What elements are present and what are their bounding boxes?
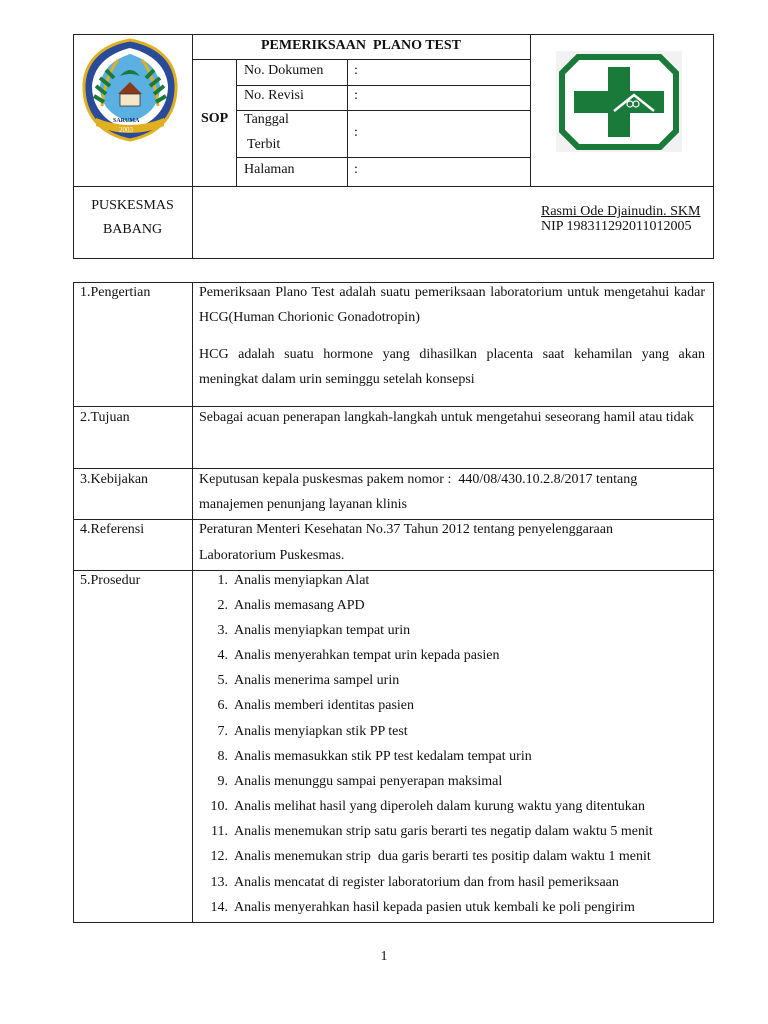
section-label-pengertian: 1.Pengertian [80, 285, 151, 300]
kebijakan-line-1: Keputusan kepala puskesmas pakem nomor : 440/08/430.10.2.8/2017 tentang [199, 472, 638, 487]
field-sep-no-revisi: : [354, 88, 358, 103]
section-label-referensi: 4.Referensi [80, 522, 145, 537]
field-sep-halaman: : [354, 162, 358, 177]
procedure-step-number: 1. [217, 573, 228, 588]
puskesmas-logo [556, 51, 682, 152]
procedure-step-number: 3. [217, 623, 228, 638]
procedure-step-number: 7. [217, 724, 228, 739]
pengertian-paragraph-2: HCG adalah suatu hormone yang dihasilkan placenta saat kehamilan yang akan meningkat dalam urin seminggu setelah konsepsi [199, 347, 705, 387]
kebijakan-line-2: manajemen penunjang layanan klinis [199, 497, 407, 512]
procedure-step-text: Analis menyiapkan tempat urin [234, 623, 411, 638]
sop-label: SOP [201, 111, 229, 126]
procedure-step [205, 648, 500, 664]
procedure-step-text: Analis menemukan strip dua garis berarti tes positip dalam waktu 1 menit [234, 849, 651, 864]
procedure-step [205, 724, 408, 740]
pengertian-paragraph-1: Pemeriksaan Plano Test adalah suatu pemeriksaan laboratorium untuk mengetahui kadar HCG(Human Chorionic Gonadotropin) [199, 285, 705, 325]
procedure-step-text: Analis menerima sampel urin [234, 673, 400, 688]
procedure-step-text: Analis memasukkan stik PP test kedalam tempat urin [234, 749, 532, 764]
procedure-step [205, 774, 502, 790]
procedure-step [205, 824, 653, 840]
procedure-step-number: 9. [217, 774, 228, 789]
procedure-step [205, 799, 645, 815]
procedure-step [205, 598, 365, 614]
procedure-step [205, 900, 635, 916]
procedure-step [205, 698, 414, 714]
procedure-step-number: 5. [217, 673, 228, 688]
field-label-no-revisi: No. Revisi [244, 88, 304, 103]
tujuan-text: Sebagai acuan penerapan langkah-langkah untuk mengetahui seseorang hamil atau tidak [199, 410, 694, 425]
signer-name: Rasmi Ode Djainudin. SKM [541, 204, 701, 219]
sop-title: PEMERIKSAAN PLANO TEST [260, 38, 462, 53]
logo-banner-text: SARUMA [113, 118, 140, 124]
procedure-step [205, 573, 369, 589]
procedure-step-number: 10. [210, 799, 228, 814]
field-label-no-dokumen: No. Dokumen [244, 63, 324, 78]
signer-nip: NIP 198311292011012005 [541, 219, 692, 234]
procedure-step-text: Analis menyerahkan hasil kepada pasien utuk kembali ke poli pengirim [234, 900, 635, 915]
procedure-step-number: 8. [217, 749, 228, 764]
section-label-prosedur: 5.Prosedur [80, 573, 141, 588]
procedure-step-number: 6. [217, 698, 228, 713]
procedure-step-text: Analis menyiapkan Alat [234, 573, 370, 588]
section-label-tujuan: 2.Tujuan [80, 410, 130, 425]
procedure-step-text: Analis menunggu sampai penyerapan maksimal [234, 774, 503, 789]
procedure-step-text: Analis mencatat di register laboratorium dan from hasil pemeriksaan [234, 875, 619, 890]
section-label-kebijakan: 3.Kebijakan [80, 472, 149, 487]
procedure-step-number: 14. [210, 900, 228, 915]
logo-year: 2003 [119, 126, 133, 134]
procedure-step-number: 2. [217, 598, 228, 613]
procedure-step-number: 12. [210, 849, 228, 864]
org-name-line1: PUSKESMAS [91, 198, 174, 213]
procedure-step-number: 13. [210, 875, 228, 890]
referensi-line-1: Peraturan Menteri Kesehatan No.37 Tahun 2012 tentang penyelenggaraan [199, 522, 613, 537]
procedure-step [205, 673, 399, 689]
procedure-step-text: Analis memberi identitas pasien [234, 698, 415, 713]
procedure-step [205, 849, 651, 865]
org-name-line2: BABANG [102, 222, 163, 237]
field-sep-no-dokumen: : [354, 63, 358, 78]
field-label-halaman: Halaman [244, 162, 295, 177]
field-label-terbit: Terbit [247, 137, 281, 152]
procedure-step [205, 749, 532, 765]
procedure-step-text: Analis menyerahkan tempat urin kepada pasien [234, 648, 500, 663]
procedure-step-number: 11. [211, 824, 228, 839]
field-label-tanggal: Tanggal [244, 112, 289, 127]
page-number: 1 [380, 949, 388, 964]
procedure-step-text: Analis menemukan strip satu garis berarti tes negatip dalam waktu 5 menit [234, 824, 653, 839]
procedure-step-text: Analis menyiapkan stik PP test [234, 724, 408, 739]
referensi-line-2: Laboratorium Puskesmas. [199, 548, 345, 563]
procedure-step [205, 623, 410, 639]
procedure-step-text: Analis memasang APD [234, 598, 365, 613]
field-sep-tanggal-terbit: : [354, 125, 358, 140]
puskesmas-cross-icon [556, 51, 682, 152]
procedure-step-number: 4. [217, 648, 228, 663]
procedure-step-text: Analis melihat hasil yang diperoleh dalam kurung waktu yang ditentukan [234, 799, 645, 814]
procedure-step [205, 875, 619, 891]
